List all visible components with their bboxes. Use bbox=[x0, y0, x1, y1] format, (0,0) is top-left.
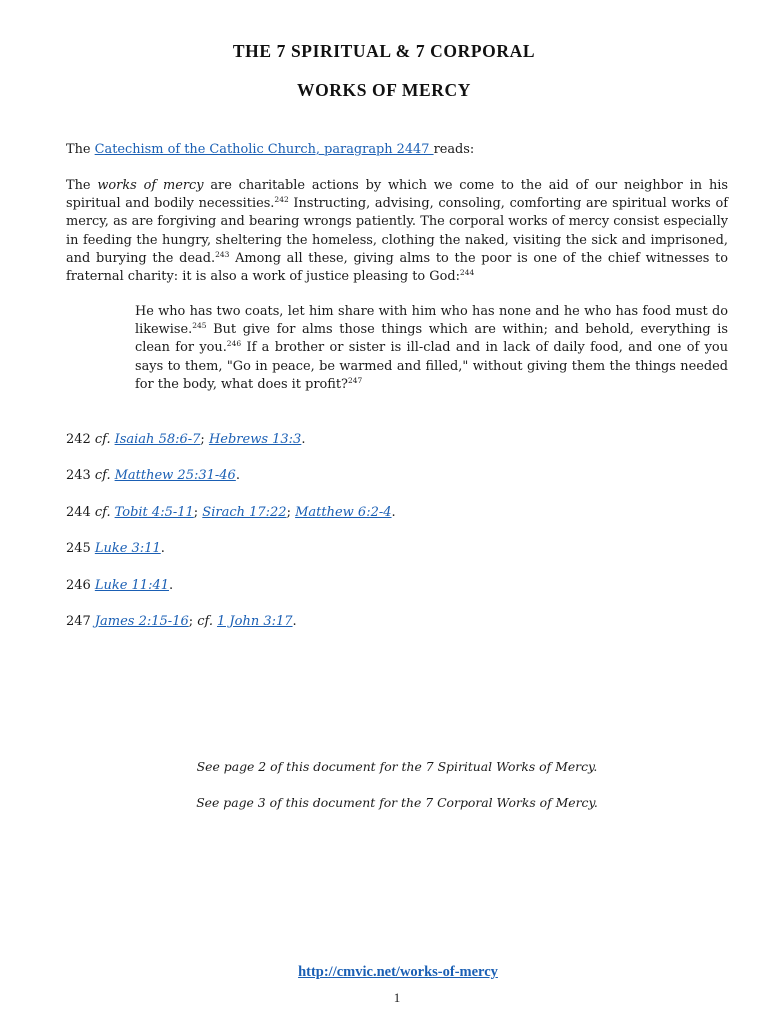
scripture-link[interactable]: Matthew 25:31-46 bbox=[114, 468, 236, 483]
scripture-link[interactable]: Matthew 6:2-4 bbox=[295, 505, 392, 520]
footnote-number: 242 bbox=[66, 432, 91, 447]
footnote-number: 243 bbox=[66, 468, 91, 483]
footnote-ref: 245 bbox=[192, 321, 207, 331]
paragraph-text: Among all these, giving alms to the poor is one of the chief witnesses to fraternal charity: it is also a work of justice pleasing to God: bbox=[66, 250, 728, 285]
footnote-245: 245 Luke 3:11. bbox=[66, 541, 165, 556]
footnote-ref: 244 bbox=[459, 268, 475, 278]
scripture-link[interactable]: Sirach 17:22 bbox=[202, 505, 287, 520]
footnote-number: 245 bbox=[66, 541, 91, 556]
corporal-works-note: See page 3 of this document for the 7 Corporal Works of Mercy. bbox=[196, 795, 598, 810]
paragraph-text: Instructing, advising, consoling, comforting are spiritual works of mercy, as are forgiving and bearing wrongs patiently. The corporal works of mercy consist especially in feeding the hungry, sheltering the homeless, clothing the naked, visiting the sick and imprisoned, and burying the dead. bbox=[66, 196, 729, 266]
catechism-paragraph bbox=[66, 177, 728, 286]
footnote-242: 242 cf. Isaiah 58:6-7; Hebrews 13:3. bbox=[66, 432, 306, 447]
footnote-cf: cf. bbox=[94, 432, 111, 447]
scripture-block-quote bbox=[135, 303, 728, 394]
footer-site bbox=[0, 964, 768, 981]
catechism-link[interactable]: Catechism of the Catholic Church, paragraph 2447 bbox=[94, 142, 434, 157]
scripture-link[interactable]: Luke 11:41 bbox=[94, 578, 170, 593]
footnote-number: 246 bbox=[66, 578, 91, 593]
intro-prefix: The bbox=[66, 142, 95, 157]
footnote-ref: 242 bbox=[274, 195, 289, 205]
works-of-mercy-emphasis: works of mercy bbox=[97, 178, 204, 193]
footnote-246: 246 Luke 11:41. bbox=[66, 578, 174, 593]
scripture-link[interactable]: Tobit 4:5-11 bbox=[114, 505, 194, 520]
scripture-link[interactable]: Hebrews 13:3 bbox=[208, 432, 302, 447]
quote-text: If a brother or sister is ill-clad and in lack of daily food, and one of you says to them, "Go in peace, be warmed and filled," without giving them the things needed for the body, what does it profit? bbox=[135, 340, 728, 392]
quote-text: He who has two coats, let him share with him who has none and he who has food must do likewise. bbox=[135, 304, 728, 338]
footnote-247: 247 James 2:15-16; cf. 1 John 3:17. bbox=[66, 614, 297, 629]
paragraph-text: The bbox=[66, 178, 98, 193]
scripture-link[interactable]: Luke 3:11 bbox=[94, 541, 161, 556]
website-link[interactable]: http://cmvic.net/works-of-mercy bbox=[298, 964, 498, 980]
intro-line bbox=[66, 141, 728, 159]
spiritual-works-note: See page 2 of this document for the 7 Spiritual Works of Mercy. bbox=[196, 759, 598, 774]
footnote-cf: cf. bbox=[197, 614, 214, 629]
footnote-244: 244 cf. Tobit 4:5-11; Sirach 17:22; Matthew 6:2-4. bbox=[66, 505, 396, 520]
footnote-number: 247 bbox=[66, 614, 91, 629]
document-title-line-1: THE 7 SPIRITUAL & 7 CORPORAL bbox=[232, 41, 536, 61]
scripture-link[interactable]: James 2:15-16 bbox=[94, 614, 189, 629]
footnote-number: 244 bbox=[66, 505, 91, 520]
quote-text: But give for alms those things which are within; and behold, everything is clean for you. bbox=[135, 322, 728, 356]
footnote-ref: 243 bbox=[215, 249, 230, 259]
page-number: 1 bbox=[393, 990, 401, 1005]
footnote-cf: cf. bbox=[94, 505, 111, 520]
intro-suffix: reads: bbox=[433, 142, 475, 157]
footnote-ref: 246 bbox=[226, 339, 242, 349]
document-title-line-2: WORKS OF MERCY bbox=[296, 80, 471, 100]
scripture-link[interactable]: Isaiah 58:6-7 bbox=[114, 432, 201, 447]
footnote-243: 243 cf. Matthew 25:31-46. bbox=[66, 468, 240, 483]
paragraph-text: are charitable actions by which we come to the aid of our neighbor in his spiritual and bodily necessities. bbox=[66, 178, 728, 212]
footnote-cf: cf. bbox=[94, 468, 111, 483]
scripture-link[interactable]: 1 John 3:17 bbox=[217, 614, 293, 629]
footnote-ref: 247 bbox=[347, 375, 363, 385]
